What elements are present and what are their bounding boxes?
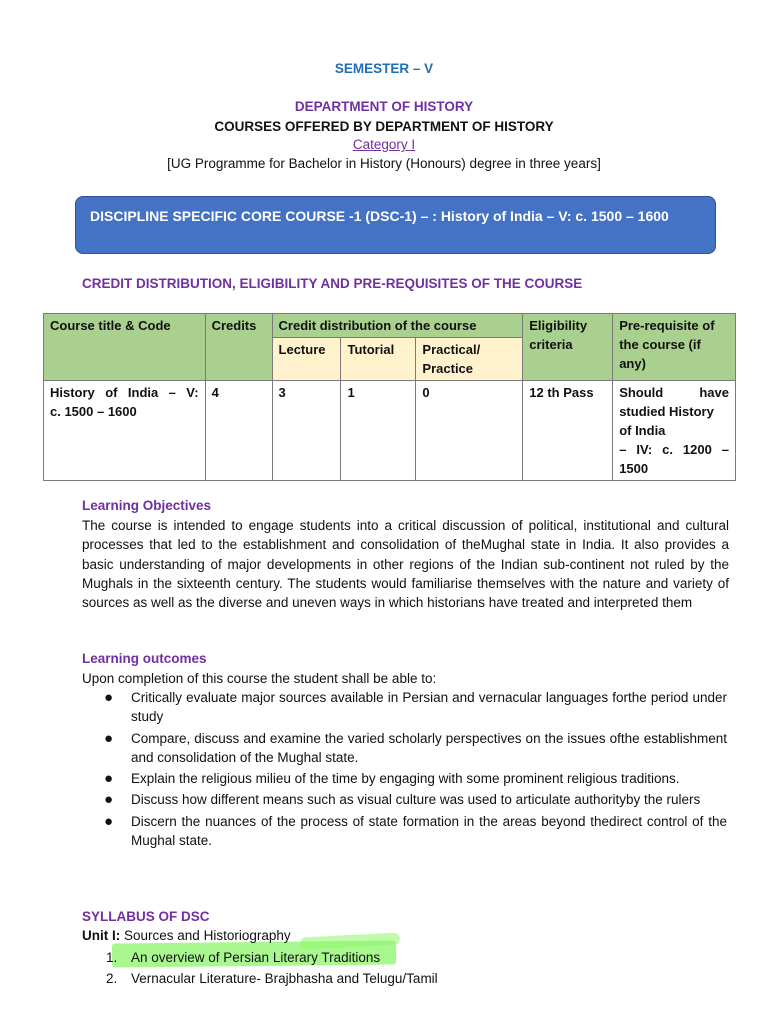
outcome-text: Critically evaluate major sources available in Persian and vernacular languages forthe period under study	[131, 690, 727, 725]
course-title-line1: History of India – V:	[50, 385, 199, 400]
cell-tutorial: 1	[341, 381, 416, 481]
header-eligibility: Eligibility criteria	[523, 314, 613, 381]
courses-offered-heading: COURSES OFFERED BY DEPARTMENT OF HISTORY	[214, 119, 554, 134]
header-tutorial: Tutorial	[341, 338, 416, 381]
bullet-icon: ●	[104, 729, 114, 747]
syllabus-heading: SYLLABUS OF DSC	[82, 909, 210, 924]
list-item	[82, 947, 438, 968]
list-item	[82, 812, 727, 851]
item-text: Vernacular Literature- Brajbhasha and Telugu/Tamil	[131, 971, 438, 986]
prereq-line2: studied History of India	[619, 404, 714, 438]
cell-practical: 0	[416, 381, 523, 481]
list-item	[82, 729, 727, 768]
cell-credits: 4	[205, 381, 272, 481]
list-item	[82, 790, 727, 809]
bullet-icon: ●	[104, 770, 114, 788]
unit-label: Unit I:	[82, 928, 121, 943]
list-item	[82, 688, 727, 727]
outcome-text: Discuss how different means such as visual culture was used to articulate authorityby the rulers	[131, 792, 701, 808]
list-item	[82, 769, 727, 788]
header-credits: Credits	[205, 314, 272, 381]
learning-outcomes-intro: Upon completion of this course the student shall be able to:	[82, 671, 437, 686]
item-number: 1.	[106, 950, 118, 965]
prereq-line4: 1500	[619, 461, 649, 476]
learning-objectives-text: The course is intended to engage students into a critical discussion of political, institutional and cultural processes that led to the establishment and consolidation of theMughal state in India. It also provides a basic understanding of major developments in other regions of the Indian sub-continent not ruled by the Mughals in the sixteenth century. The students would familiarise themselves with the nature and variety of sources as well as the diverse and uneven ways in which historians have treated and interpreted them	[82, 518, 729, 611]
item-number: 2.	[106, 971, 118, 986]
semester-heading: SEMESTER – V	[334, 61, 434, 76]
header-prerequisite: Pre-requisite of the course (if any)	[613, 314, 736, 381]
prereq-line3: – IV: c. 1200 –	[619, 442, 729, 457]
bullet-icon: ●	[104, 689, 114, 706]
header-lecture: Lecture	[272, 338, 341, 381]
programme-description: [UG Programme for Bachelor in History (Honours) degree in three years]	[167, 156, 601, 171]
course-title-line2: c. 1500 – 1600	[50, 404, 137, 419]
credit-distribution-heading: CREDIT DISTRIBUTION, ELIGIBILITY AND PRE-REQUISITES OF THE COURSE	[82, 276, 583, 291]
cell-lecture: 3	[272, 381, 341, 481]
prereq-line1: Should have	[619, 385, 729, 400]
bullet-icon: ●	[104, 791, 114, 809]
header-practical: Practical/ Practice	[416, 338, 523, 381]
outcome-text: Explain the religious milieu of the time by engaging with some prominent religious traditions.	[131, 771, 680, 787]
learning-outcomes-heading: Learning outcomes	[82, 651, 207, 666]
cell-course-title	[44, 381, 206, 481]
learning-objectives-heading: Learning Objectives	[82, 498, 212, 513]
header-course-title: Course title & Code	[44, 314, 206, 381]
syllabus-list	[82, 947, 438, 989]
unit-heading	[82, 928, 291, 943]
cell-eligibility: 12 th Pass	[523, 381, 613, 481]
department-heading: DEPARTMENT OF HISTORY	[294, 99, 474, 114]
credit-distribution-table	[43, 313, 736, 481]
unit-title: Sources and Historiography	[124, 928, 291, 943]
item-text: An overview of Persian Literary Traditions	[131, 950, 381, 965]
outcome-text: Discern the nuances of the process of state formation in the areas beyond thedirect control of the Mughal state.	[131, 813, 727, 849]
list-item	[82, 968, 438, 989]
outcome-text: Compare, discuss and examine the varied scholarly perspectives on the issues ofthe establishment and consolidation of the Mughal state.	[131, 730, 727, 765]
cell-prerequisite	[613, 381, 736, 481]
bullet-icon: ●	[104, 812, 114, 830]
header-credit-distribution: Credit distribution of the course	[272, 314, 523, 338]
category-label: Category I	[352, 137, 416, 152]
course-title-banner: DISCIPLINE SPECIFIC CORE COURSE -1 (DSC-1) – : History of India – V: c. 1500 – 1600	[75, 196, 716, 254]
learning-outcomes-list	[82, 688, 727, 852]
